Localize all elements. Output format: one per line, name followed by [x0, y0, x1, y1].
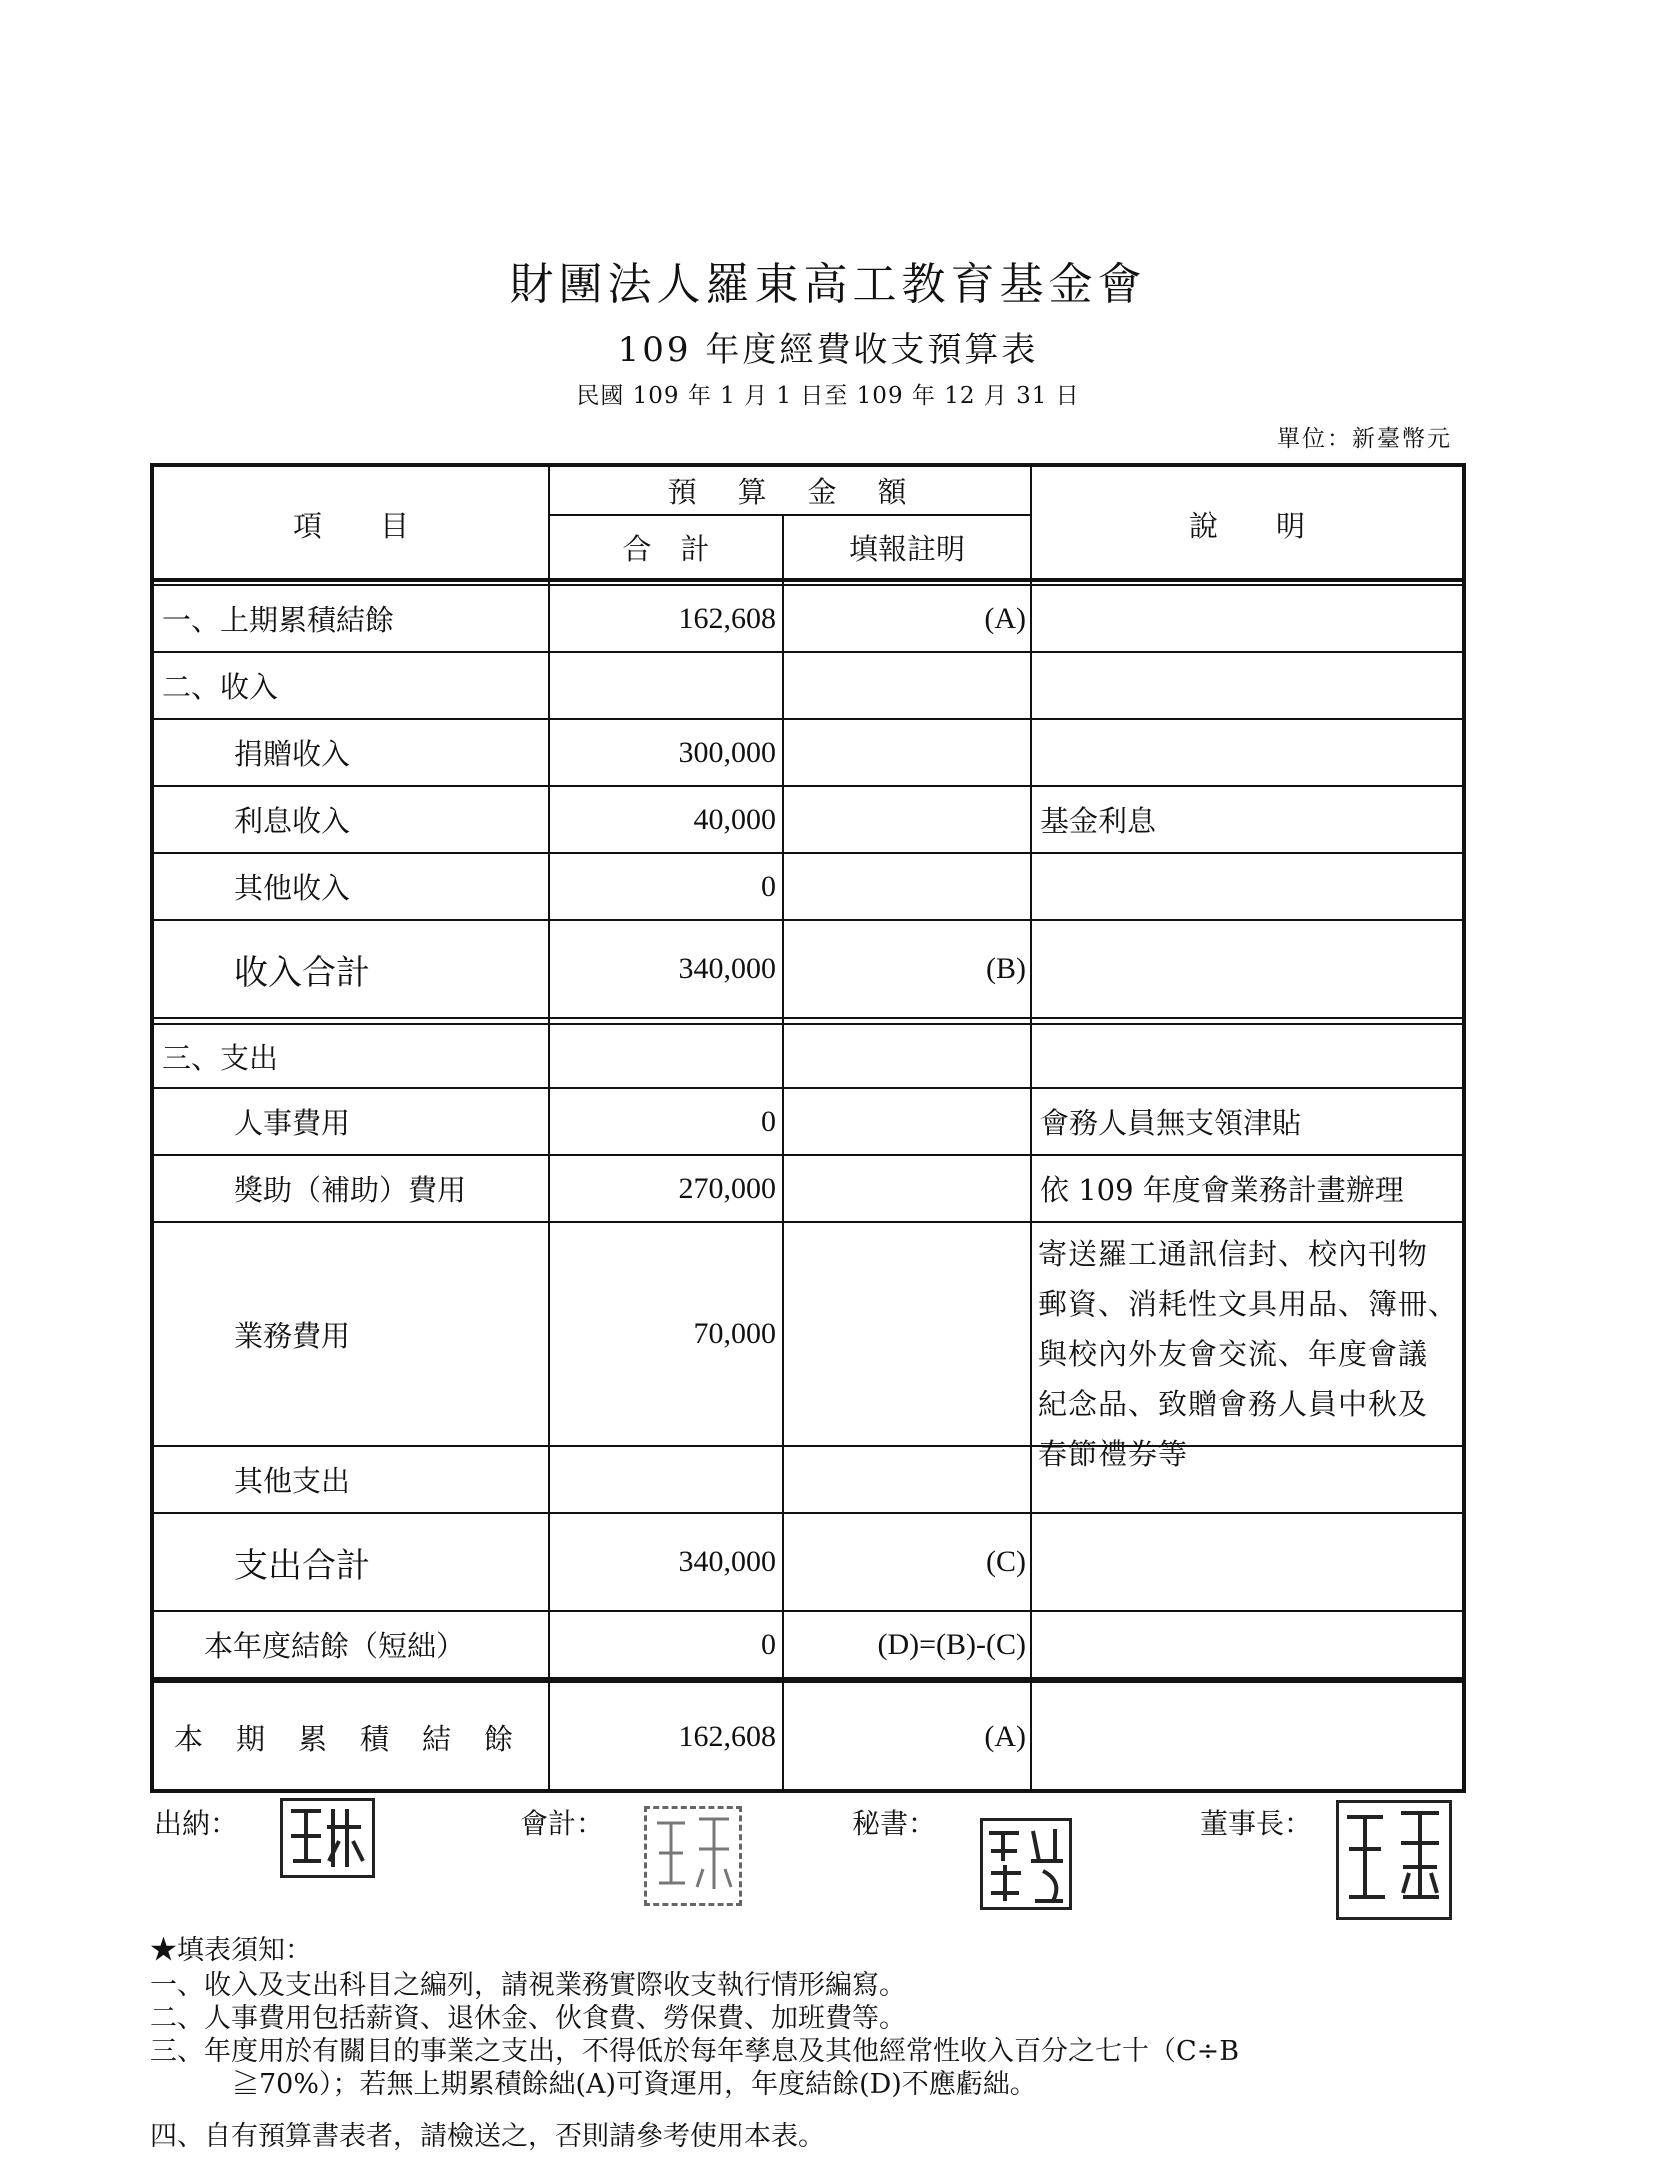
document-title: 財團法人羅東高工教育基金會 — [509, 259, 1147, 310]
header-total: 合 計 — [622, 531, 710, 566]
row-item: 捐贈收入 — [234, 737, 351, 771]
row-amount: 270,000 — [678, 1171, 776, 1205]
row-amount: 70,000 — [693, 1317, 776, 1350]
budget-table — [150, 463, 1466, 1793]
row-amount: 340,000 — [678, 1545, 776, 1578]
row-description: 基金利息 — [1040, 804, 1157, 838]
description-line: 春節禮券等 — [1038, 1437, 1189, 1471]
document-subtitle: 109 年度經費收支預算表 — [617, 330, 1039, 370]
description-line: 郵資、消耗性文具用品、簿冊、 — [1038, 1287, 1459, 1321]
row-description: 依 109 年度會業務計畫辦理 — [1040, 1173, 1404, 1207]
instruction-item: 二、人事費用包括薪資、退休金、伙食費、勞保費、加班費等。 — [150, 2003, 906, 2034]
row-amount: 0 — [761, 869, 776, 903]
cashier-seal — [280, 1798, 375, 1878]
instruction-item: 四、自有預算書表者，請檢送之，否則請參考使用本表。 — [150, 2121, 825, 2152]
header-budget-amount: 預 算 金 額 — [667, 475, 913, 509]
cashier-label: 出納： — [154, 1807, 239, 1840]
budget-period: 民國 109 年 1 月 1 日至 109 年 12 月 31 日 — [576, 383, 1080, 409]
row-note: (C) — [986, 1545, 1026, 1578]
accountant-seal — [644, 1806, 742, 1906]
row-item: 業務費用 — [234, 1318, 351, 1353]
header-item: 項 目 — [292, 509, 409, 543]
row-item: 二、收入 — [162, 670, 279, 704]
row-description-multiline — [1032, 1229, 1468, 1479]
row-item: 支出合計 — [234, 1545, 370, 1586]
header-note: 填報註明 — [848, 531, 965, 566]
instructions-heading: ★填表須知： — [150, 1935, 312, 1966]
row-amount: 40,000 — [693, 802, 776, 836]
secretary-seal — [980, 1818, 1072, 1910]
row-item: 收入合計 — [234, 952, 370, 993]
row-note: (A) — [984, 601, 1026, 635]
row-item: 獎助（補助）費用 — [234, 1173, 467, 1207]
row-amount: 0 — [761, 1104, 776, 1138]
row-amount: 162,608 — [678, 601, 776, 635]
chairman-label: 董事長： — [1200, 1807, 1313, 1840]
chairman-seal — [1336, 1800, 1452, 1920]
instruction-item: 三、年度用於有關目的事業之支出，不得低於每年孳息及其他經常性收入百分之七十（C÷B — [150, 2036, 1240, 2067]
row-amount: 0 — [761, 1627, 776, 1661]
row-amount: 300,000 — [678, 735, 776, 769]
row-item: 人事費用 — [234, 1106, 351, 1140]
row-item: 一、上期累積結餘 — [162, 603, 395, 637]
secretary-label: 秘書： — [852, 1807, 937, 1840]
header-description: 說 明 — [1188, 509, 1305, 543]
row-amount: 340,000 — [678, 952, 776, 985]
row-description: 會務人員無支領津貼 — [1040, 1106, 1302, 1140]
description-line: 紀念品、致贈會務人員中秋及 — [1038, 1387, 1429, 1421]
row-item: 三、支出 — [162, 1040, 279, 1075]
row-amount: 162,608 — [678, 1720, 776, 1753]
row-item: 其他收入 — [234, 871, 351, 905]
row-item: 利息收入 — [234, 804, 351, 838]
instruction-item-continued: ≧70%）；若無上期累積餘絀(A)可資運用，年度結餘(D)不應虧絀。 — [232, 2069, 1037, 2100]
instruction-item: 一、收入及支出科目之編列，請視業務實際收支執行情形編寫。 — [150, 1970, 906, 2001]
currency-unit: 單位：新臺幣元 — [1277, 426, 1452, 452]
accountant-label: 會計： — [520, 1807, 605, 1840]
row-item: 本 期 累 積 結 餘 — [174, 1721, 516, 1756]
description-line: 與校內外友會交流、年度會議 — [1038, 1337, 1429, 1371]
description-line: 寄送羅工通訊信封、校內刊物 — [1038, 1237, 1429, 1271]
row-item: 本年度結餘（短絀） — [204, 1629, 466, 1663]
row-note: (D)=(B)-(C) — [877, 1627, 1026, 1661]
row-note: (A) — [984, 1720, 1026, 1753]
row-note: (B) — [986, 952, 1026, 985]
row-item: 其他支出 — [234, 1464, 351, 1498]
